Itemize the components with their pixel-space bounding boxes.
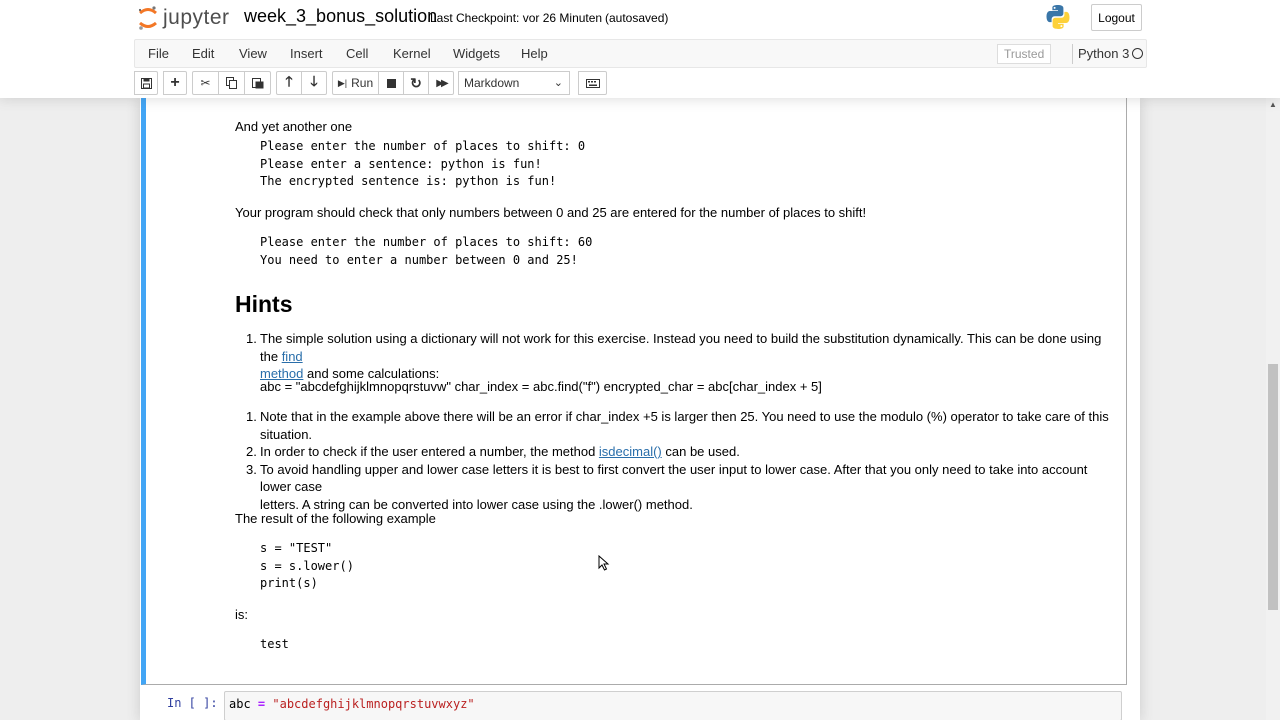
find-link[interactable]: find bbox=[281, 348, 303, 364]
restart-icon: ↻ bbox=[410, 74, 422, 91]
kernel-name[interactable]: Python 3 bbox=[1078, 46, 1130, 61]
paste-button[interactable] bbox=[244, 71, 271, 95]
notebook-container bbox=[140, 98, 1140, 720]
list-number: 1. bbox=[246, 331, 257, 346]
hints-list-1 bbox=[246, 330, 1120, 383]
python-logo-icon bbox=[1045, 4, 1071, 30]
fast-forward-icon: ▶▶ bbox=[436, 77, 446, 89]
scrollbar-thumb[interactable] bbox=[1268, 364, 1278, 610]
list-number: 2. bbox=[246, 444, 257, 460]
save-button[interactable] bbox=[134, 71, 158, 95]
cell-type-value: Markdown bbox=[464, 76, 520, 90]
run-button[interactable] bbox=[332, 71, 379, 95]
interrupt-button[interactable] bbox=[378, 71, 404, 95]
hints-list-2 bbox=[246, 408, 1120, 514]
paragraph-is: is: bbox=[235, 607, 248, 622]
page-scrollbar[interactable] bbox=[1266, 98, 1280, 720]
hint2-line1: Note that in the example above there will be an error if char_index +5 is larger then 25. You need to use the modulo (%) operator to take care of this bbox=[260, 409, 1109, 424]
code-output-test: test bbox=[260, 637, 289, 651]
restart-button[interactable] bbox=[403, 71, 429, 95]
code-cell[interactable] bbox=[140, 691, 1128, 720]
mouse-cursor-icon bbox=[598, 555, 610, 571]
menu-kernel[interactable]: Kernel bbox=[393, 46, 431, 61]
code-example-shift-0: Please enter the number of places to shift: 0 Please enter a sentence: python is fun! The encrypted sentence is: python is fun! bbox=[260, 139, 586, 189]
code-input-area[interactable] bbox=[224, 691, 1122, 720]
input-prompt: In [ ]: bbox=[167, 696, 218, 710]
abc-code-line: abc = "abcdefghijklmnopqrstuvw" char_index = abc.find("f") encrypted_char = abc[char_index + 5] bbox=[260, 379, 822, 394]
code-example-shift-60: Please enter the number of places to shift: 60 You need to enter a number between 0 and 25! bbox=[260, 235, 593, 267]
paragraph-check: Your program should check that only numbers between 0 and 25 are entered for the number of places to shift! bbox=[235, 205, 867, 220]
step-forward-icon: ▶| bbox=[337, 77, 348, 88]
menubar bbox=[134, 39, 1147, 68]
copy-button[interactable] bbox=[218, 71, 245, 95]
run-label: Run bbox=[351, 76, 374, 90]
jupyter-logo[interactable] bbox=[137, 4, 230, 32]
move-up-button[interactable] bbox=[276, 71, 302, 95]
copy-icon bbox=[226, 77, 238, 89]
hint4-line1: To avoid handling upper and lower case letters it is best to first convert the user input to lower case. After that you only need to take into account lower case bbox=[260, 461, 1088, 495]
code-example-lower: s = "TEST" s = s.lower() print(s) bbox=[260, 541, 354, 591]
method-link[interactable]: method bbox=[260, 366, 304, 382]
scissors-icon: ✂ bbox=[200, 76, 211, 90]
notebook-name[interactable]: week_3_bonus_solution bbox=[244, 6, 438, 26]
logout-button[interactable]: Logout bbox=[1091, 4, 1142, 31]
hint-item-lower bbox=[246, 461, 1120, 514]
save-icon bbox=[141, 78, 152, 89]
arrow-down-icon: 🡓 bbox=[310, 73, 318, 89]
list-number: 3. bbox=[246, 461, 257, 477]
hint4-line2: letters. A string can be converted into lower case using the .lower() method. bbox=[260, 496, 693, 512]
menu-widgets[interactable]: Widgets bbox=[453, 46, 500, 61]
notebook-header bbox=[0, 0, 1280, 98]
hint2-line2: situation. bbox=[260, 426, 313, 442]
autosave-status: (autosaved) bbox=[605, 11, 669, 25]
stop-icon bbox=[387, 79, 396, 88]
hint3-text-post: can be used. bbox=[661, 444, 740, 460]
toolbar bbox=[134, 70, 1147, 96]
insert-cell-button[interactable] bbox=[163, 71, 187, 95]
hint-item-modulo bbox=[246, 408, 1120, 443]
arrow-up-icon: 🡑 bbox=[285, 73, 293, 89]
code-string: "abcdefghijklmnopqrstuvwxyz" bbox=[265, 697, 475, 711]
logo-text: jupyter bbox=[163, 6, 230, 29]
jupyter-logo-icon bbox=[137, 5, 159, 31]
kernel-idle-icon bbox=[1132, 48, 1143, 59]
hint3-text: In order to check if the user entered a number, the method bbox=[260, 444, 599, 460]
command-palette-button[interactable] bbox=[578, 71, 607, 95]
menu-file[interactable]: File bbox=[148, 46, 169, 61]
restart-run-all-button[interactable] bbox=[428, 71, 454, 95]
menu-cell[interactable]: Cell bbox=[346, 46, 369, 61]
hint1-text: The simple solution using a dictionary will not work for this exercise. Instead you need to build the substitution dynamically. This can be done using the bbox=[260, 331, 1102, 364]
paragraph-intro: And yet another one bbox=[235, 119, 353, 134]
menu-view[interactable]: View bbox=[239, 46, 267, 61]
checkpoint-status: Last Checkpoint: vor 26 Minuten bbox=[430, 11, 603, 25]
keyboard-icon bbox=[586, 79, 600, 88]
paste-icon bbox=[252, 77, 264, 89]
cut-button[interactable] bbox=[192, 71, 219, 95]
chevron-down-icon: ⌄ bbox=[553, 77, 563, 89]
list-number: 1. bbox=[246, 409, 257, 424]
hints-heading: Hints bbox=[235, 291, 293, 317]
scroll-up-icon[interactable]: ▲ bbox=[1269, 100, 1277, 109]
hint-item-isdecimal bbox=[246, 443, 1120, 461]
kernel-separator bbox=[1072, 44, 1073, 64]
markdown-cell-selected[interactable] bbox=[141, 88, 1127, 685]
plus-icon: + bbox=[170, 74, 180, 91]
menu-edit[interactable]: Edit bbox=[192, 46, 215, 61]
menu-help[interactable]: Help bbox=[521, 46, 548, 61]
trusted-indicator[interactable]: Trusted bbox=[997, 44, 1051, 64]
code-line bbox=[229, 697, 475, 711]
code-operator: = bbox=[257, 697, 266, 711]
code-variable: abc bbox=[229, 697, 258, 711]
hint1-text-post: and some calculations: bbox=[303, 366, 440, 382]
cell-type-select[interactable] bbox=[458, 71, 570, 95]
menu-insert[interactable]: Insert bbox=[290, 46, 323, 61]
move-down-button[interactable] bbox=[301, 71, 327, 95]
paragraph-result: The result of the following example bbox=[235, 511, 436, 526]
isdecimal-link[interactable]: isdecimal() bbox=[598, 444, 662, 460]
hint-item-find bbox=[246, 330, 1120, 383]
